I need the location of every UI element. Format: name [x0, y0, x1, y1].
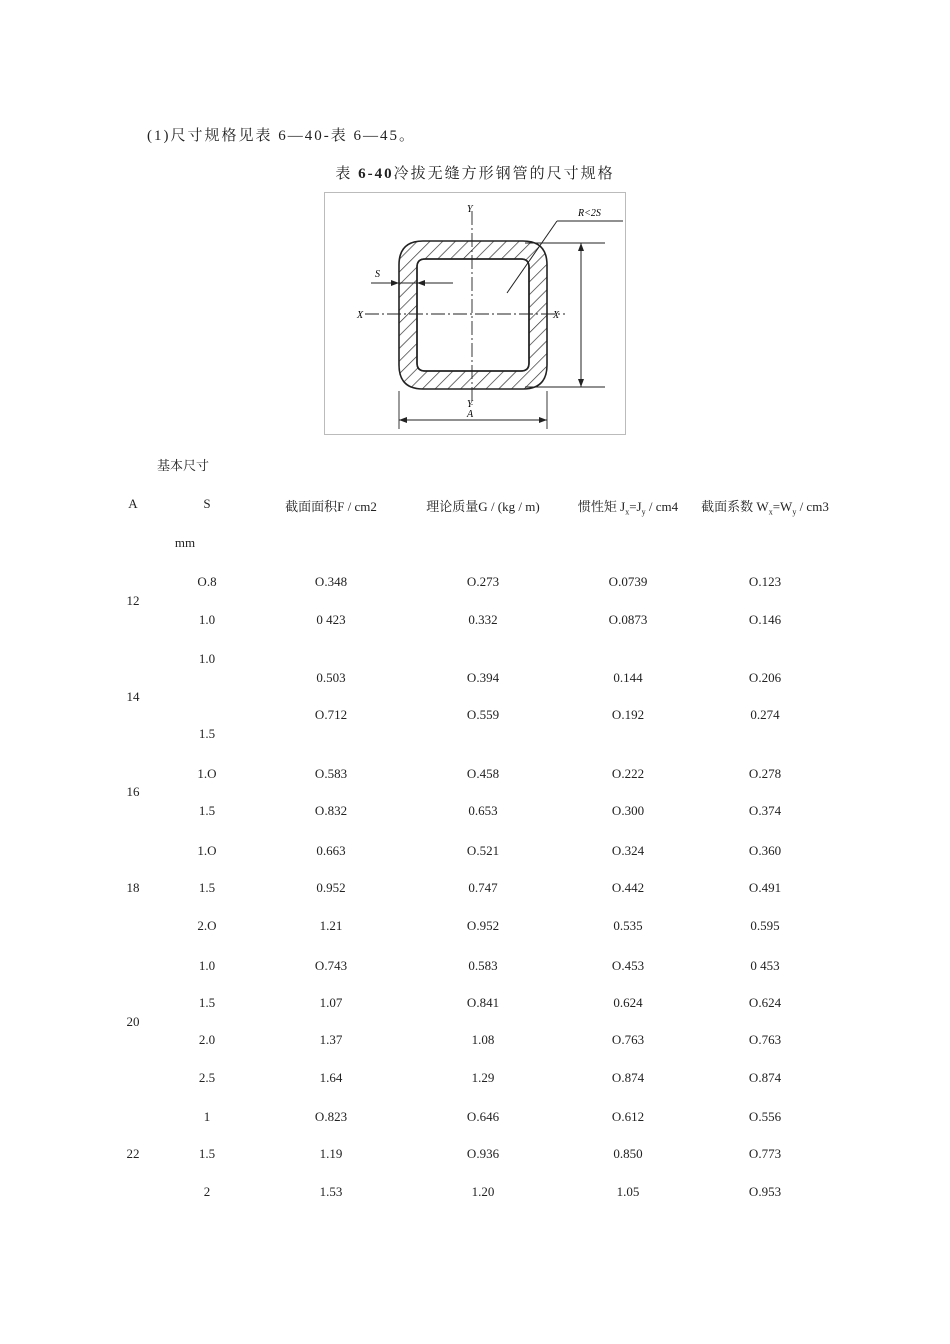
intro-text: (1)尺寸规格见表 6—40-表 6—45。 — [147, 128, 416, 144]
cell-w: O.146 — [748, 612, 782, 627]
cell-w: 0.595 — [750, 918, 780, 933]
cell-f: 0.663 — [316, 843, 346, 858]
square-tube-diagram — [324, 192, 626, 435]
cell-g: 0.583 — [468, 958, 498, 973]
cell-j: O.874 — [611, 1070, 645, 1085]
cell-j: O.763 — [611, 1032, 645, 1047]
cell-s: 1.0 — [198, 651, 216, 666]
cell-j: O.442 — [611, 880, 645, 895]
cell-j: 0.144 — [613, 670, 643, 685]
cell-s: 1 — [203, 1109, 211, 1124]
cell-j: O.612 — [611, 1109, 645, 1124]
radius-label: R<2S — [578, 208, 601, 219]
cell-w: O.278 — [748, 766, 782, 781]
cell-w: O.763 — [748, 1032, 782, 1047]
cell-g: O.936 — [466, 1146, 500, 1161]
cell-g: O.952 — [466, 918, 500, 933]
cell-j: 0.850 — [613, 1146, 643, 1161]
cell-s: 1.O — [197, 843, 217, 858]
col-s-header: S — [203, 496, 211, 511]
cell-g: 0.332 — [468, 612, 498, 627]
a-label: A — [467, 409, 474, 420]
cell-w: O.556 — [748, 1109, 782, 1124]
cell-g: O.841 — [466, 995, 500, 1010]
caption-prefix: 表 — [335, 166, 359, 182]
cell-f: O.348 — [314, 574, 348, 589]
cell-g: O.273 — [466, 574, 500, 589]
cell-s: 1.5 — [198, 995, 216, 1010]
col-w-header: 截面系数 $W_x=W_y / cm3$ — [701, 499, 829, 517]
col-j-header: 惯性矩 $J_x=J_y / cm4$ — [577, 499, 679, 517]
cell-j: O.0739 — [608, 574, 648, 589]
y-bottom-label: Y — [467, 399, 473, 410]
unit-label: mm — [174, 535, 196, 550]
cell-g: 1.29 — [471, 1070, 495, 1085]
cell-s: 1.0 — [198, 612, 216, 627]
cell-w: O.953 — [748, 1184, 782, 1199]
cell-a: 20 — [126, 1014, 140, 1029]
cell-f: O.823 — [314, 1109, 348, 1124]
cell-f: O.583 — [314, 766, 348, 781]
col-g-header: 理论质量G / (kg / m) — [426, 499, 540, 514]
cell-g: O.559 — [466, 707, 500, 722]
cell-g: 1.20 — [471, 1184, 495, 1199]
cell-j: 1.05 — [616, 1184, 640, 1199]
cell-s: 1.0 — [198, 958, 216, 973]
cell-g: 0.653 — [468, 803, 498, 818]
cell-f: 1.21 — [319, 918, 343, 933]
cell-j: O.0873 — [608, 612, 648, 627]
y-top-label: Y — [467, 204, 473, 215]
cell-f: O.743 — [314, 958, 348, 973]
caption-number: 6-40 — [358, 166, 394, 182]
cell-f: 1.07 — [319, 995, 343, 1010]
cell-f: 1.37 — [319, 1032, 343, 1047]
col-f-header: 截面面积F / cm2 — [285, 499, 377, 514]
cell-w: 0.274 — [750, 707, 780, 722]
cell-a: 14 — [126, 689, 140, 704]
col-a-header: A — [128, 496, 138, 511]
cell-w: O.123 — [748, 574, 782, 589]
cell-a: 12 — [126, 593, 140, 608]
cell-j: O.192 — [611, 707, 645, 722]
cell-g: O.394 — [466, 670, 500, 685]
x-right-label: X — [553, 310, 560, 321]
cell-g: 1.08 — [471, 1032, 495, 1047]
group-header: 基本尺寸 — [157, 458, 210, 473]
cell-j: O.453 — [611, 958, 645, 973]
cell-f: 1.64 — [319, 1070, 343, 1085]
cell-f: O.832 — [314, 803, 348, 818]
cell-s: 1.5 — [198, 726, 216, 741]
cell-s: 2.5 — [198, 1070, 216, 1085]
cell-a: 18 — [126, 880, 140, 895]
cell-j: O.222 — [611, 766, 645, 781]
cell-s: 2 — [203, 1184, 211, 1199]
cell-j: 0.624 — [613, 995, 643, 1010]
cell-w: 0 453 — [750, 958, 780, 973]
cell-f: 1.53 — [319, 1184, 343, 1199]
x-left-label: X — [357, 310, 364, 321]
cell-f: 0.952 — [316, 880, 346, 895]
cell-s: 1.5 — [198, 1146, 216, 1161]
cell-f: 0.503 — [316, 670, 346, 685]
cell-s: 1.O — [197, 766, 217, 781]
cell-g: O.646 — [466, 1109, 500, 1124]
cell-s: O.8 — [197, 574, 217, 589]
cell-f: 0 423 — [316, 612, 346, 627]
caption-title: 冷拔无缝方形钢管的尺寸规格 — [393, 166, 615, 182]
cell-f: 1.19 — [319, 1146, 343, 1161]
cell-g: O.521 — [466, 843, 500, 858]
cell-w: O.491 — [748, 880, 782, 895]
cell-g: O.458 — [466, 766, 500, 781]
cell-j: O.324 — [611, 843, 645, 858]
cell-j: O.300 — [611, 803, 645, 818]
cell-s: 2.0 — [198, 1032, 216, 1047]
cell-w: O.773 — [748, 1146, 782, 1161]
cell-w: O.360 — [748, 843, 782, 858]
cell-a: 16 — [126, 784, 140, 799]
cell-w: O.624 — [748, 995, 782, 1010]
cell-s: 1.5 — [198, 803, 216, 818]
cell-s: 1.5 — [198, 880, 216, 895]
cell-f: O.712 — [314, 707, 348, 722]
cell-a: 22 — [126, 1146, 140, 1161]
s-label: S — [375, 269, 380, 280]
cell-g: 0.747 — [468, 880, 498, 895]
table-caption — [0, 162, 950, 183]
cell-w: O.874 — [748, 1070, 782, 1085]
cell-w: O.374 — [748, 803, 782, 818]
cell-j: 0.535 — [613, 918, 643, 933]
cell-s: 2.O — [197, 918, 217, 933]
cell-w: O.206 — [748, 670, 782, 685]
